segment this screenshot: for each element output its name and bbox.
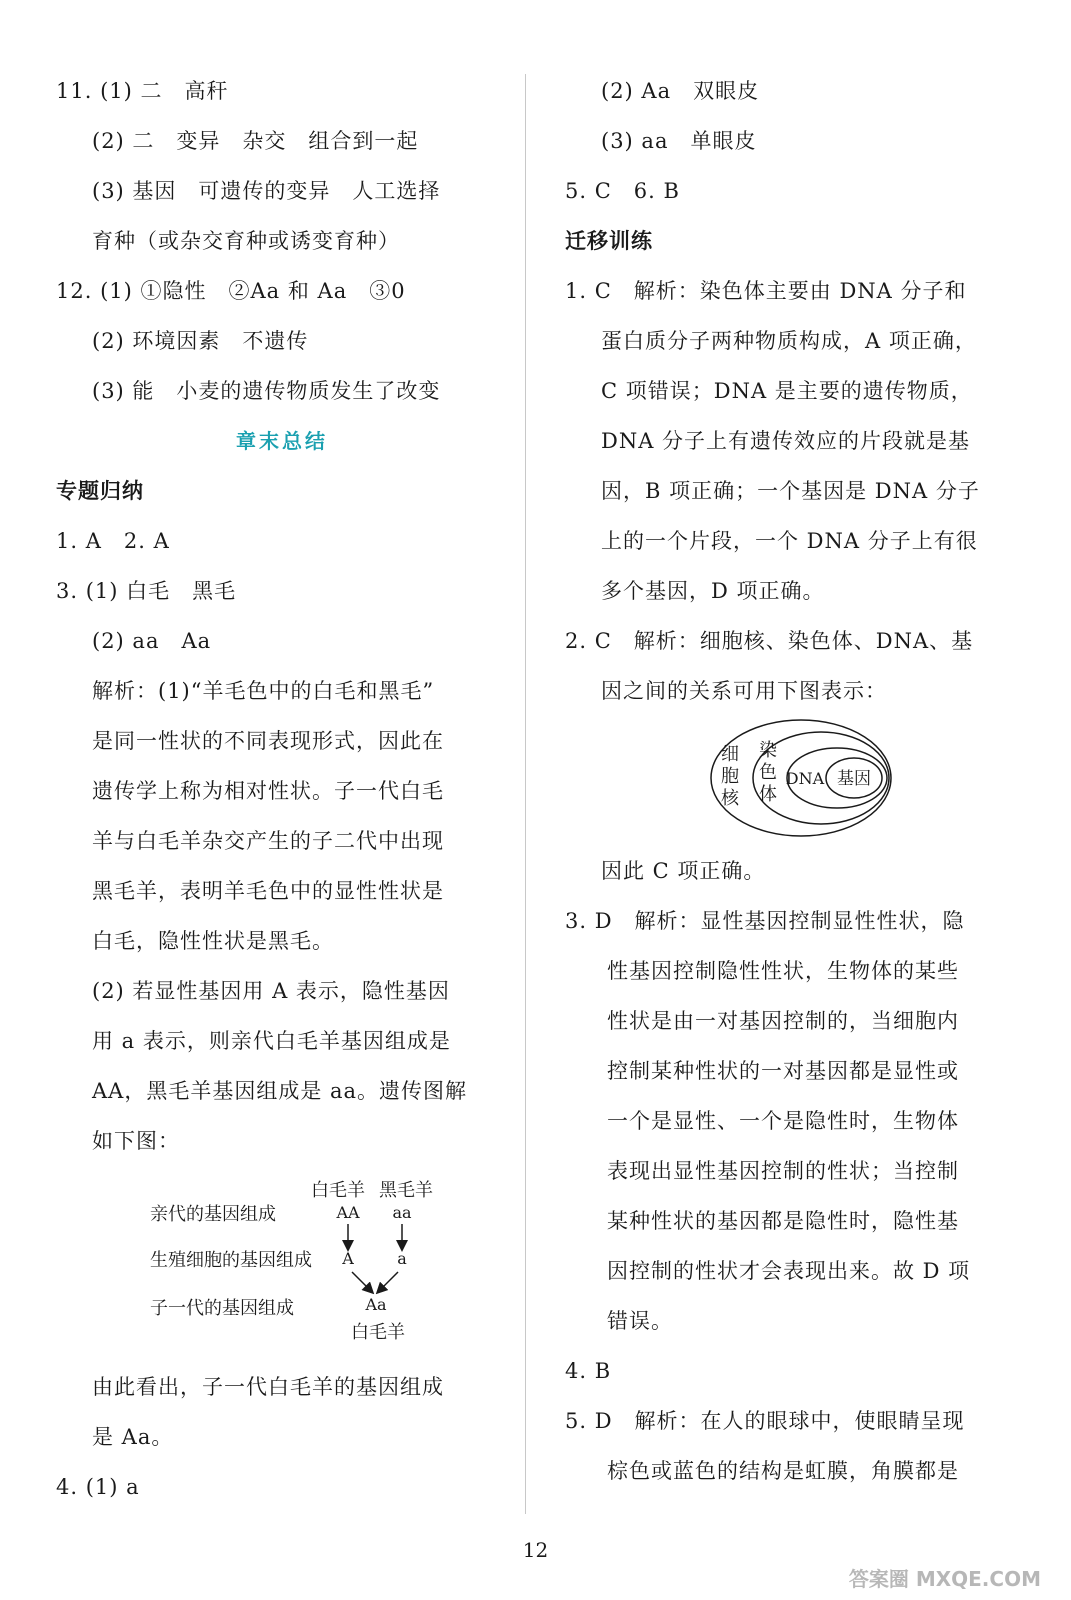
inheritance-diagram-svg [56, 1166, 508, 1362]
inheritance-diagram [56, 1166, 508, 1362]
genotype-Aa: Aa [365, 1295, 387, 1314]
gene-label: 基因 [837, 769, 871, 789]
a3-line-6: 表现出显性基因控制的性状；当控制 [607, 1159, 959, 1183]
row-label-offspring: 子一代的基因组成 [150, 1298, 294, 1319]
a3-line-3: 性状是由一对基因控制的，当细胞内 [607, 1009, 959, 1033]
q11-line-3: (3) 基因 可遗传的变异 人工选择 [92, 179, 441, 203]
section-title-transfer: 迁移训练 [565, 229, 653, 253]
section-title-summary: 专题归纳 [56, 479, 144, 503]
conclusion-line-1: 由此看出，子一代白毛羊的基因组成 [92, 1375, 444, 1399]
nucleus-char-3: 核 [721, 788, 739, 809]
arrow-a-to-Aa [380, 1272, 398, 1290]
a1-line-4: DNA 分子上有遗传效应的片段就是基 [601, 429, 971, 453]
analysis3-line-5: 黑毛羊，表明羊毛色中的显性性状是 [92, 879, 444, 903]
nucleus-char-1: 细 [721, 744, 739, 765]
q4-line-1: 4. (1) a [56, 1475, 140, 1499]
offspring-label: 白毛羊 [351, 1322, 405, 1343]
a3-line-4: 控制某种性状的一对基因都是显性或 [607, 1059, 959, 1083]
a5-line-2: 棕色或蓝色的结构是虹膜，角膜都是 [607, 1459, 959, 1483]
a3-line-2: 性基因控制隐性性状，生物体的某些 [607, 959, 959, 983]
genotype-aa: aa [392, 1203, 412, 1222]
dna-label: DNA [785, 769, 825, 788]
a2-end: 因此 C 项正确。 [601, 859, 766, 883]
a5-line-1: 5. D 解析：在人的眼球中，使眼睛呈现 [565, 1409, 965, 1433]
q3-line-1: 3. (1) 白毛 黑毛 [56, 579, 237, 603]
column-divider [525, 74, 526, 1514]
analysis3-line-9: AA，黑毛羊基因组成是 aa。遗传图解 [92, 1079, 468, 1103]
q11-line-1: 11. (1) 二 高秆 [56, 79, 229, 103]
row-label-gamete: 生殖细胞的基因组成 [150, 1250, 312, 1271]
chromosome-char-3: 体 [759, 784, 777, 805]
parent-white-label: 白毛羊 [311, 1180, 365, 1201]
analysis3-line-8: 用 a 表示，则亲代白毛羊基因组成是 [92, 1029, 451, 1053]
a1-line-7: 多个基因，D 项正确。 [601, 579, 825, 603]
q12-line-3: (3) 能 小麦的遗传物质发生了改变 [92, 379, 441, 403]
nucleus-char-2: 胞 [721, 766, 739, 787]
page-number: 12 [522, 1538, 549, 1562]
a3-line-1: 3. D 解析：显性基因控制显性性状，隐 [565, 909, 965, 933]
chapter-title: 章末总结 [236, 429, 328, 453]
a3-line-5: 一个是显性、一个是隐性时，生物体 [607, 1109, 959, 1133]
a1-line-1: 1. C 解析：染色体主要由 DNA 分子和 [565, 279, 967, 303]
left-column [56, 66, 508, 1512]
analysis3-line-6: 白毛，隐性性状是黑毛。 [92, 929, 334, 953]
chromosome-char-1: 染 [759, 740, 777, 761]
a2-line-1: 2. C 解析：细胞核、染色体、DNA、基 [565, 629, 974, 653]
gamete-a: a [397, 1249, 407, 1268]
a1-line-2: 蛋白质分子两种物质构成，A 项正确， [601, 329, 977, 353]
watermark: 答案圈 MXQE.COM [848, 1567, 1041, 1591]
a1-line-5: 因，B 项正确；一个基因是 DNA 分子 [601, 479, 980, 503]
a3-line-7: 某种性状的基因都是隐性时，隐性基 [607, 1209, 959, 1233]
analysis3-line-4: 羊与白毛羊杂交产生的子二代中出现 [92, 829, 444, 853]
q5-6-answer: 5. C 6. B [565, 179, 680, 203]
q4-line-2: (2) Aa 双眼皮 [601, 79, 760, 103]
analysis3-line-7: (2) 若显性基因用 A 表示，隐性基因 [92, 979, 450, 1003]
analysis3-line-10: 如下图： [92, 1129, 180, 1153]
q3-line-2: (2) aa Aa [92, 629, 212, 653]
a2-line-2: 因之间的关系可用下图表示： [601, 679, 887, 703]
a4-answer: 4. B [565, 1359, 612, 1383]
a3-line-8: 因控制的性状才会表现出来。故 D 项 [607, 1259, 971, 1283]
row-label-parent: 亲代的基因组成 [150, 1204, 276, 1225]
gamete-A: A [342, 1249, 354, 1268]
analysis3-line-3: 遗传学上称为相对性状。子一代白毛 [92, 779, 444, 803]
q11-line-4: 育种（或杂交育种或诱变育种） [92, 229, 400, 253]
q12-line-2: (2) 环境因素 不遗传 [92, 329, 309, 353]
venn-diagram [565, 716, 1025, 846]
a3-line-9: 错误。 [607, 1309, 673, 1333]
genotype-AA: AA [336, 1203, 360, 1222]
a1-line-3: C 项错误；DNA 是主要的遗传物质， [601, 379, 973, 403]
q1-2-answer: 1. A 2. A [56, 529, 170, 553]
q11-line-2: (2) 二 变异 杂交 组合到一起 [92, 129, 419, 153]
right-column [565, 66, 1025, 1496]
arrow-A-to-Aa [352, 1272, 370, 1290]
q4-line-3: (3) aa 单眼皮 [601, 129, 757, 153]
analysis3-line-1: 解析：(1)“羊毛色中的白毛和黑毛” [92, 679, 435, 703]
chromosome-char-2: 色 [759, 762, 777, 783]
venn-diagram-svg [565, 716, 1025, 846]
q12-line-1: 12. (1) ①隐性 ②Aa 和 Aa ③0 [56, 279, 406, 303]
analysis3-line-2: 是同一性状的不同表现形式，因此在 [92, 729, 444, 753]
conclusion-line-2: 是 Aa。 [92, 1425, 174, 1449]
a1-line-6: 上的一个片段，一个 DNA 分子上有很 [601, 529, 978, 553]
parent-black-label: 黑毛羊 [379, 1180, 433, 1201]
